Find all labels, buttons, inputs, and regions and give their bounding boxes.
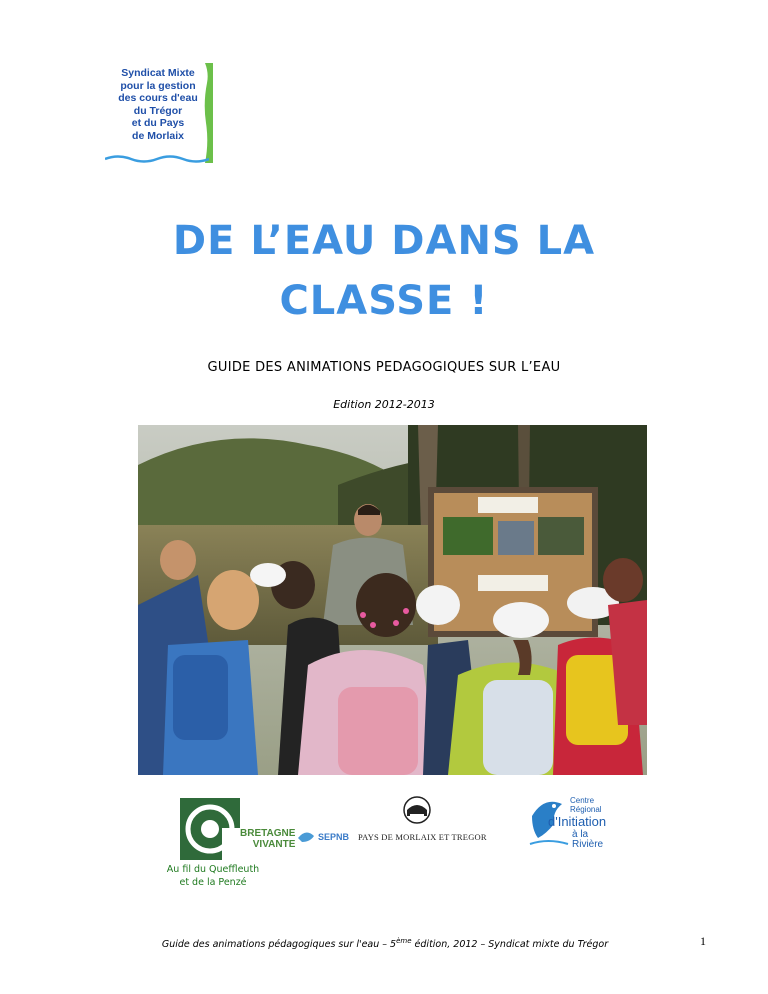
au-fil-du-queffleuth: [158, 863, 268, 889]
logo-line-3: des cours d'eau: [118, 92, 198, 104]
bretagne-vivante-text: [240, 828, 295, 850]
bv-line-1: BRETAGNE: [240, 828, 296, 839]
crir-text-top: [570, 796, 602, 814]
logo-line-4: du Trégor: [133, 104, 183, 117]
cover-photo: [138, 425, 647, 775]
crir-bottom-1: à la: [572, 829, 589, 840]
fil-line-2: et de la Penzé: [179, 877, 247, 888]
footer-sup: ème: [396, 937, 412, 945]
partner-logos: [0, 790, 768, 890]
pays-morlaix-text: PAYS DE MORLAIX ET TREGOR: [358, 832, 487, 842]
footer-text-a: Guide des animations pédagogiques sur l'eau – 5: [161, 939, 397, 951]
page-footer: [150, 937, 620, 950]
subtitle: GUIDE DES ANIMATIONS PEDAGOGIQUES SUR L’EAU: [207, 360, 561, 375]
logo-line-2: pour la gestion: [120, 79, 196, 92]
crir-top-1: Centre: [570, 796, 595, 805]
bretagne-vivante-logo-icon: [180, 798, 240, 860]
logo-line-1: Syndicat Mixte: [121, 67, 195, 79]
logo-line-6: de Morlaix: [132, 129, 184, 142]
footer-text-b: édition, 2012 – Syndicat mixte du Trégor: [411, 939, 609, 951]
edition: Edition 2012-2013: [333, 398, 435, 411]
crir-text-middle: d'Initiation: [548, 814, 607, 829]
logo-green-bar: [203, 63, 213, 163]
bv-line-2: VIVANTE: [252, 839, 296, 850]
syndicat-mixte-logo: [105, 63, 213, 163]
crir-text-bottom: [572, 830, 603, 850]
main-title-line2: CLASSE !: [279, 278, 489, 324]
main-title-line1: DE L’EAU DANS LA: [172, 218, 596, 264]
sepnb-text: SEPNB: [318, 832, 350, 842]
crir-bottom-2: Rivière: [572, 839, 604, 850]
syndicat-logo-text: [109, 67, 207, 142]
logo-wave: [105, 153, 209, 163]
pays-morlaix-logo-icon: [402, 796, 432, 824]
page-number: 1: [700, 934, 706, 948]
fil-line-1: Au fil du Queffleuth: [166, 864, 260, 875]
crir-top-2: Régional: [570, 805, 602, 814]
logo-line-5: et du Pays: [131, 117, 185, 129]
